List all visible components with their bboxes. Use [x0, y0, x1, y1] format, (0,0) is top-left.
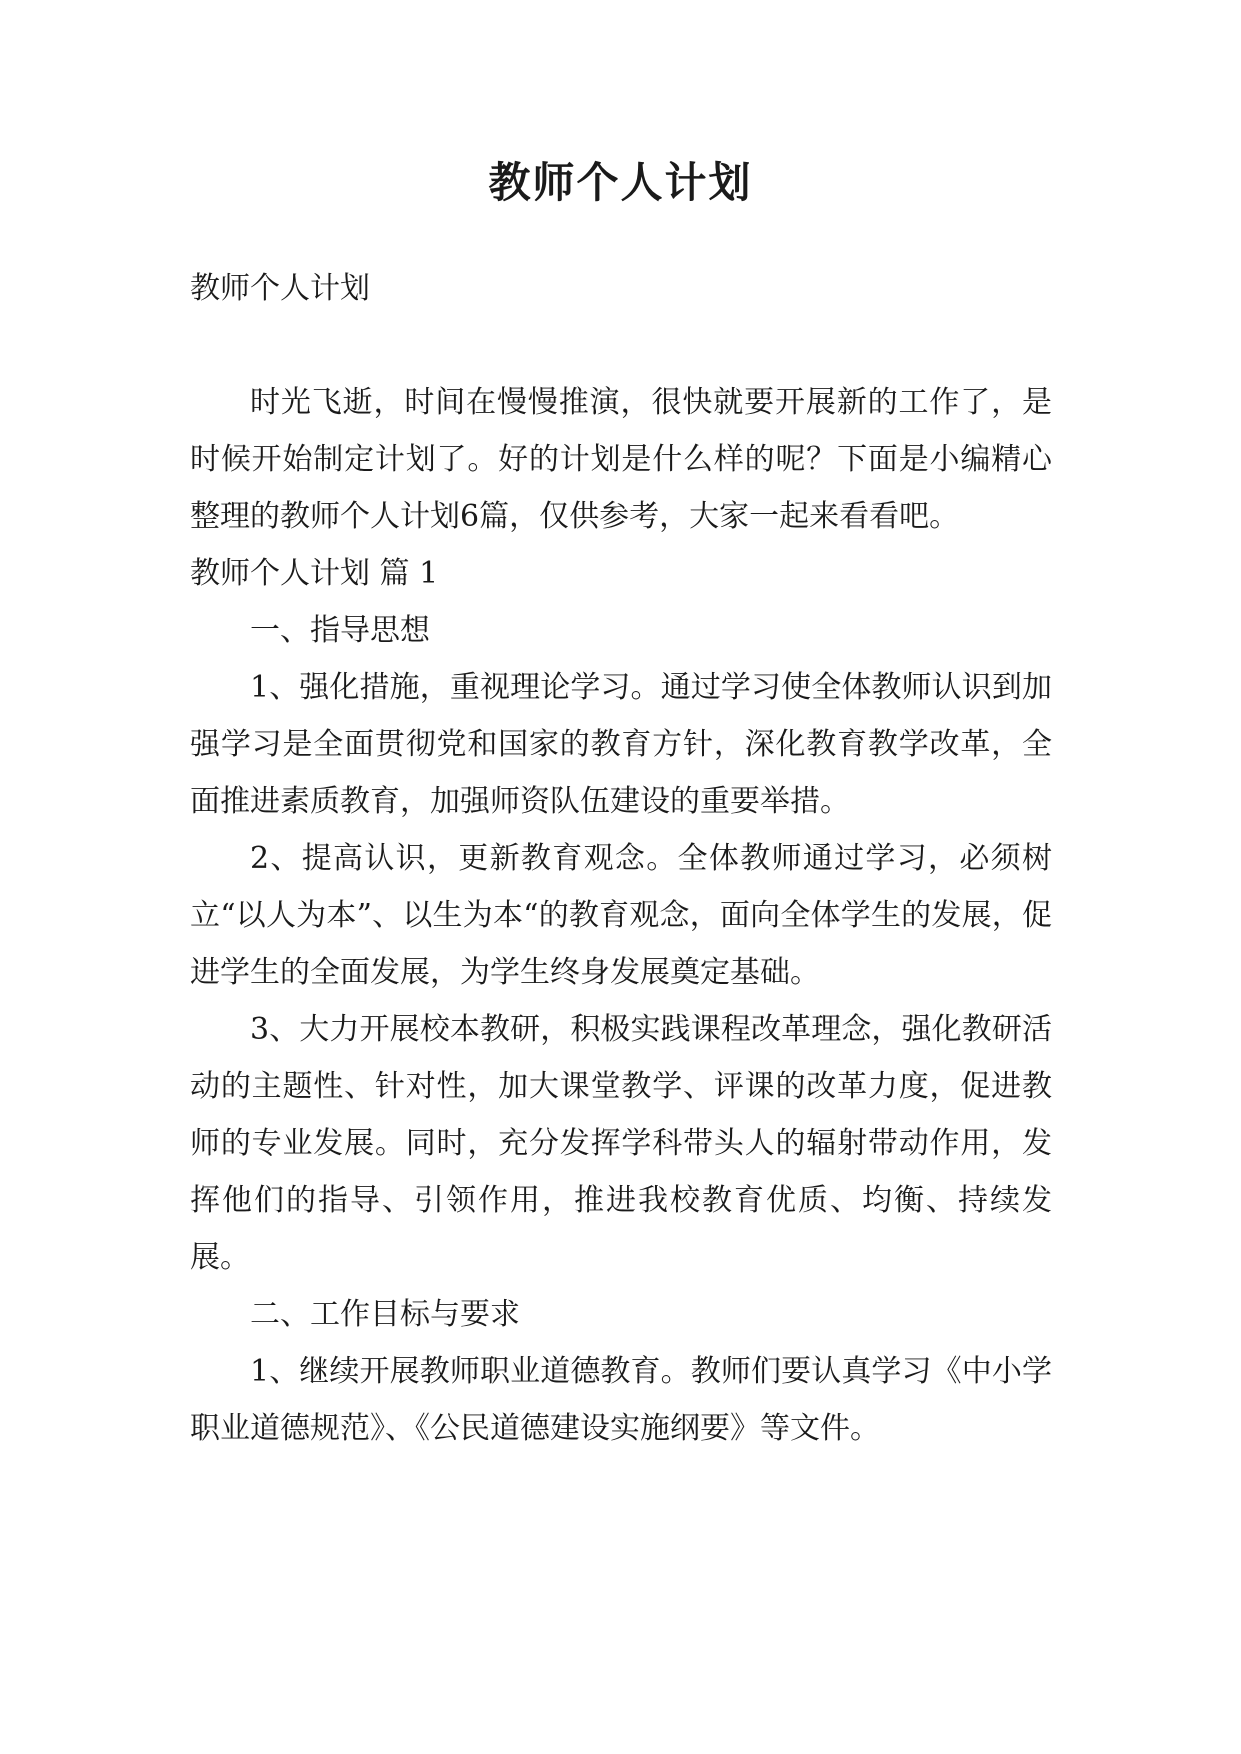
document-body [190, 260, 1052, 1457]
part1-heading: 一、指导思想 [250, 613, 430, 648]
part2-heading: 二、工作目标与要求 [250, 1297, 520, 1332]
section-heading: 教师个人计划 篇 1 [190, 556, 439, 591]
part1-item-3: 3、大力开展校本教研，积极实践课程改革理念，强化教研活动的主题性、针对性，加大课堂教学、评课的改革力度，促进教师的专业发展。同时，充分发挥学科带头人的辐射带动作用，发挥他们的指导、引领作用，推进我校教育优质、均衡、持续发展。 [190, 1012, 1052, 1275]
part2-item-1: 1、继续开展教师职业道德教育。教师们要认真学习《中小学职业道德规范》、《公民道德建设实施纲要》等文件。 [190, 1354, 1052, 1446]
document-title: 教师个人计划 [488, 158, 753, 207]
document-subtitle: 教师个人计划 [190, 271, 370, 306]
part1-item-2: 2、提高认识，更新教育观念。全体教师通过学习，必须树立“以人为本”、以生为本“的教育观念，面向全体学生的发展，促进学生的全面发展，为学生终身发展奠定基础。 [190, 841, 1052, 990]
part1-item-1: 1、强化措施，重视理论学习。通过学习使全体教师认识到加强学习是全面贯彻党和国家的教育方针，深化教育教学改革，全面推进素质教育，加强师资队伍建设的重要举措。 [190, 670, 1052, 819]
intro-paragraph: 时光飞逝，时间在慢慢推演，很快就要开展新的工作了，是时候开始制定计划了。好的计划是什么样的呢？下面是小编精心整理的教师个人计划6篇，仅供参考，大家一起来看看吧。 [190, 385, 1052, 534]
